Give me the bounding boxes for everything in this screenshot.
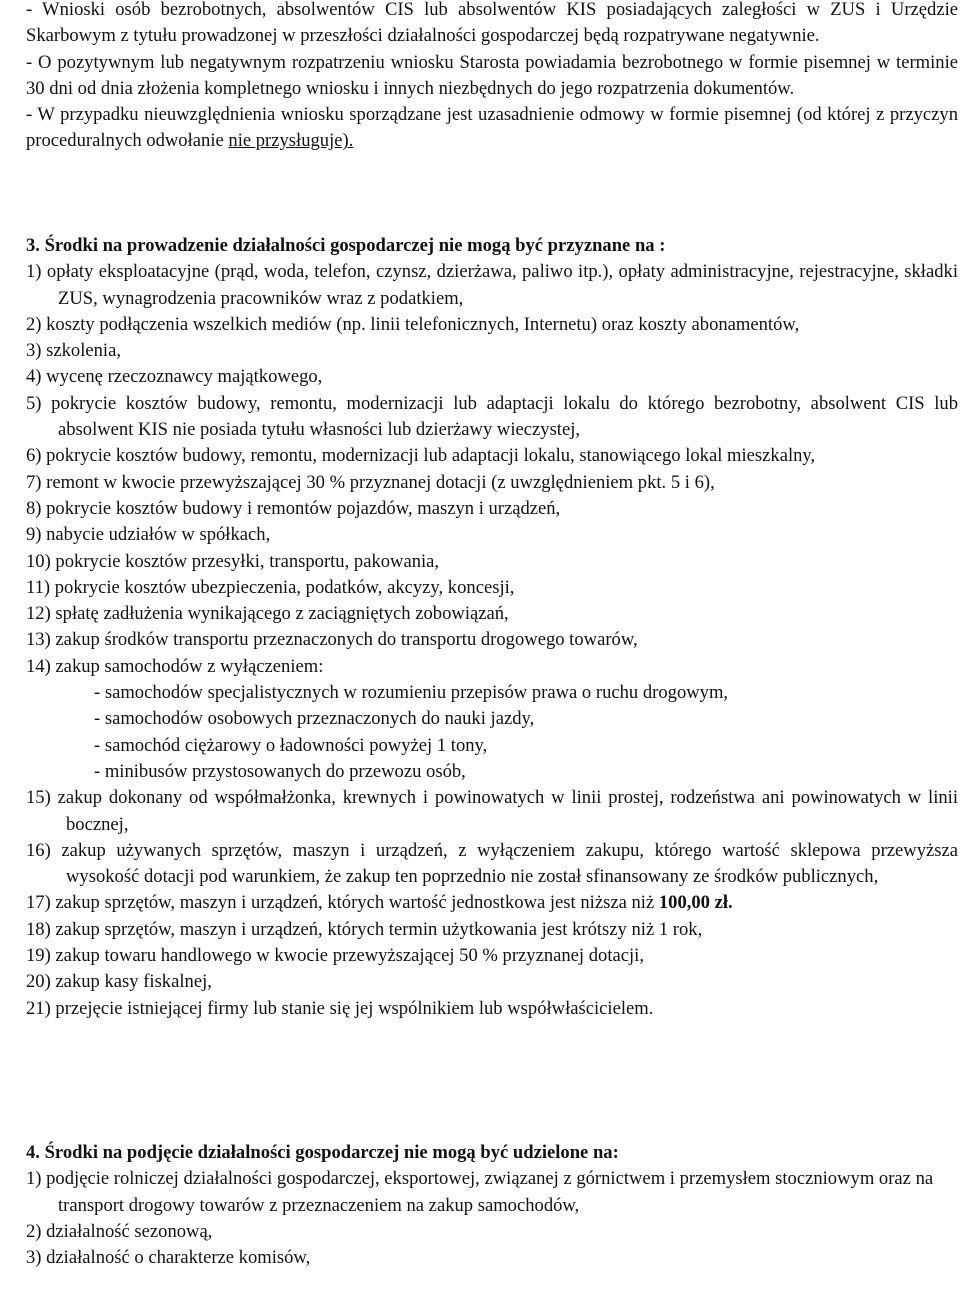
- sub-list-item: - samochodów specjalistycznych w rozumieniu przepisów prawa o ruchu drogowym,: [94, 682, 729, 704]
- list-item: 13) zakup środków transportu przeznaczonych do transportu drogowego towarów,: [26, 629, 638, 651]
- sub-list-item: - minibusów przystosowanych do przewozu osób,: [94, 760, 466, 782]
- list-item: 2) koszty podłączenia wszelkich mediów (np. linii telefonicznych, Internetu) oraz koszty abonamentów,: [26, 313, 800, 335]
- list-item: 16) zakup używanych sprzętów, maszyn i urządzeń, z wyłączeniem zakupu, którego wartość sklepowa przewyższa wysokość dotacji pod warunkiem, że zakup ten poprzednio nie został sfinansowany ze środków publicznych,: [26, 839, 958, 888]
- list-item: 6) pokrycie kosztów budowy, remontu, modernizacji lub adaptacji lokalu, stanowiącego lokal mieszkalny,: [26, 445, 816, 467]
- sub-list-item: - samochodów osobowych przeznaczonych do nauki jazdy,: [94, 708, 535, 730]
- section-3-heading: 3. Środki na prowadzenie działalności gospodarczej nie mogą być przyznane na :: [26, 235, 666, 256]
- list-item: 2) działalność sezonową,: [26, 1220, 213, 1242]
- list-item: 3) działalność o charakterze komisów,: [26, 1247, 311, 1269]
- item-17-text: 17) zakup sprzętów, maszyn i urządzeń, których wartość jednostkowa jest niższa niż: [26, 892, 659, 914]
- list-item: 18) zakup sprzętów, maszyn i urządzeń, których termin użytkowania jest krótszy niż 1 rok,: [26, 918, 703, 940]
- list-item: 5) pokrycie kosztów budowy, remontu, modernizacji lub adaptacji lokalu do którego bezrobotny, absolwent CIS lub absolwent KIS nie posiada tytułu własności lub dzierżawy wieczystej,: [26, 392, 958, 441]
- no-appeal-underlined: nie przysługuje).: [228, 130, 354, 152]
- list-item: 8) pokrycie kosztów budowy i remontów pojazdów, maszyn i urządzeń,: [26, 497, 561, 519]
- list-item: 12) spłatę zadłużenia wynikającego z zaciągniętych zobowiązań,: [26, 603, 509, 625]
- note-refusal-text: - W przypadku nieuwzględnienia wniosku sporządzane jest uzasadnienie odmowy w formie pisemnej (od której z przyczyn proceduralnych odwołanie: [26, 104, 958, 152]
- note-refusal-justification: [26, 102, 958, 155]
- list-item: 10) pokrycie kosztów przesyłki, transportu, pakowania,: [26, 550, 440, 572]
- list-item: 21) przejęcie istniejącej firmy lub stanie się jej wspólnikiem lub współwłaścicielem.: [26, 997, 654, 1019]
- list-item: 19) zakup towaru handlowego w kwocie przewyższającej 50 % przyznanej dotacji,: [26, 945, 644, 967]
- sub-list-item: - samochód ciężarowy o ładowności powyżej 1 tony,: [94, 734, 488, 756]
- intro-notes: [26, 0, 958, 155]
- note-arrears: - Wnioski osób bezrobotnych, absolwentów CIS lub absolwentów KIS posiadających zaległości w ZUS i Urzędzie Skarbowym z tytułu prowadzonej w przeszłości działalności gospodarczej będą rozpatrywane negatywnie.: [26, 0, 958, 47]
- item-17-amount: 100,00 zł.: [658, 892, 733, 914]
- item-14-exceptions: [58, 680, 958, 785]
- list-item: 4) wycenę rzeczoznawcy majątkowego,: [26, 366, 323, 388]
- section-4: [26, 1140, 958, 1271]
- list-item: 7) remont w kwocie przewyższającej 30 % przyznanej dotacji (z uwzględnieniem pkt. 5 i 6),: [26, 471, 715, 493]
- list-item: [26, 890, 958, 916]
- section-4-list: [26, 1166, 958, 1271]
- list-item: [26, 654, 958, 785]
- list-item: 9) nabycie udziałów w spółkach,: [26, 524, 271, 546]
- section-3-list: [26, 259, 958, 1022]
- list-item: 20) zakup kasy fiskalnej,: [26, 971, 212, 993]
- section-3: [26, 233, 958, 1022]
- list-item: 1) opłaty eksploatacyjne (prąd, woda, telefon, czynsz, dzierżawa, paliwo itp.), opłaty administracyjne, rejestracyjne, składki ZUS, wynagrodzenia pracowników wraz z podatkiem,: [26, 261, 958, 309]
- list-item: 15) zakup dokonany od współmałżonka, krewnych i powinowatych w linii prostej, rodzeństwa ani powinowatych w linii bocznej,: [26, 787, 958, 835]
- list-item: 11) pokrycie kosztów ubezpieczenia, podatków, akcyzy, koncesji,: [26, 576, 515, 598]
- section-4-heading: 4. Środki na podjęcie działalności gospodarczej nie mogą być udzielone na:: [26, 1142, 619, 1163]
- item-14-text: 14) zakup samochodów z wyłączeniem:: [26, 655, 324, 677]
- list-item: 3) szkolenia,: [26, 340, 122, 362]
- list-item: 1) podjęcie rolniczej działalności gospodarczej, eksportowej, związanej z górnictwem i przemysłem stoczniowym oraz na transport drogowy towarów z przeznaczeniem na zakup samochodów,: [26, 1168, 934, 1216]
- note-decision-notice: - O pozytywnym lub negatywnym rozpatrzeniu wniosku Starosta powiadamia bezrobotnego w formie pisemnej w terminie 30 dni od dnia złożenia kompletnego wniosku i innych niezbędnych do jego rozpatrzenia dokumentów.: [26, 51, 958, 99]
